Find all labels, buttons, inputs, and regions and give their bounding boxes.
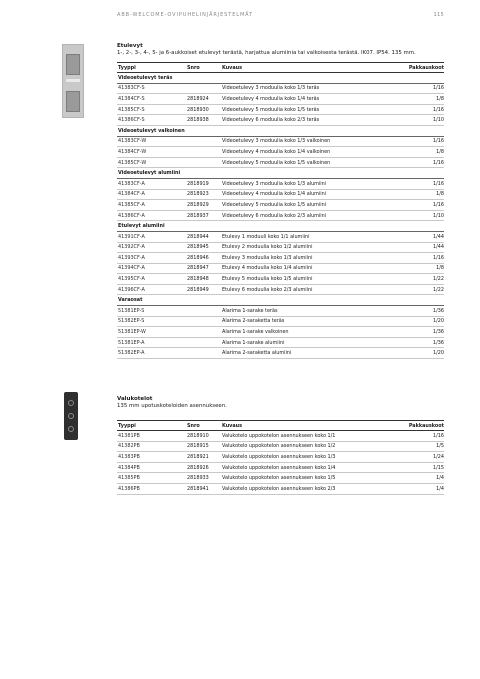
snro-cell: 2818919: [186, 178, 221, 189]
package-cell: 1/4: [381, 473, 444, 484]
package-cell: 1/15: [381, 462, 444, 473]
type-cell: 41383CF-A: [117, 178, 186, 189]
type-cell: 41391CF-A: [117, 231, 186, 242]
section-description: 1-, 2-, 3-, 4-, 5- ja 6-aukkoiset etulevyt terästä, harjattua alumiinia tai valkoisesta terästä. IK07. IP54. 135 mm.: [117, 50, 416, 56]
table-row: [117, 253, 444, 264]
table-row: [117, 210, 444, 221]
package-cell: 1/4: [381, 483, 444, 494]
description-cell: Videoetulevy 3 moduulia koko 1/3 alumiini: [221, 178, 381, 189]
package-cell: 1/16: [381, 178, 444, 189]
snro-cell: 2818944: [186, 231, 221, 242]
section-front-plates: [117, 43, 444, 359]
group-title: Videoetulevyt teräs: [117, 73, 444, 84]
package-cell: 1/8: [381, 189, 444, 200]
table-row: [117, 431, 444, 442]
snro-cell: [186, 83, 221, 94]
section-description: 135 mm upotuskoteloiden asennukseen.: [117, 403, 227, 409]
table-row: [117, 462, 444, 473]
snro-cell: 2818924: [186, 94, 221, 105]
group-header-row: [117, 168, 444, 179]
description-cell: Videoetulevy 4 moduulia koko 1/4 valkoinen: [221, 147, 381, 158]
snro-cell: [186, 147, 221, 158]
description-cell: Valukotelo uppokotelon asennukseen koko 1/2: [221, 441, 381, 452]
snro-cell: 2818949: [186, 284, 221, 295]
table-row: [117, 452, 444, 463]
package-cell: 1/16: [381, 104, 444, 115]
package-cell: 1/20: [381, 316, 444, 327]
package-cell: 1/10: [381, 115, 444, 126]
package-cell: 1/20: [381, 348, 444, 359]
section-title: Etulevyt: [117, 43, 143, 49]
description-cell: Alarima 1-sarake teräs: [221, 306, 381, 317]
description-cell: Etulevy 5 moduulia koko 1/5 alumiini: [221, 274, 381, 285]
table-row: [117, 242, 444, 253]
panel-module-top: [66, 54, 80, 75]
package-cell: 1/16: [381, 253, 444, 264]
package-cell: 1/10: [381, 210, 444, 221]
type-cell: 51382EP-S: [117, 316, 186, 327]
table-row: [117, 284, 444, 295]
door-panel-thumbnail-icon: [62, 44, 84, 118]
box-hole: [68, 400, 74, 406]
package-cell: 1/16: [381, 200, 444, 211]
package-cell: 1/8: [381, 147, 444, 158]
description-cell: Videoetulevy 5 moduulia koko 1/5 alumiini: [221, 200, 381, 211]
description-cell: Valukotelo uppokotelon asennukseen koko 1/5: [221, 473, 381, 484]
group-title: Etulevyt alumiini: [117, 221, 444, 232]
type-cell: 41383PB: [117, 452, 186, 463]
type-cell: 41386PB: [117, 483, 186, 494]
snro-cell: 2818926: [186, 462, 221, 473]
type-cell: 41383CF-W: [117, 136, 186, 147]
type-cell: 41396CF-A: [117, 284, 186, 295]
table-body: [117, 73, 444, 359]
description-cell: Etulevy 2 moduulia koko 1/2 alumiini: [221, 242, 381, 253]
snro-cell: 2818937: [186, 210, 221, 221]
table-row: [117, 83, 444, 94]
section-flush-boxes: [117, 396, 444, 495]
panel-divider: [66, 79, 80, 82]
type-cell: 41386CF-S: [117, 115, 186, 126]
package-cell: 1/36: [381, 337, 444, 348]
package-cell: 1/24: [381, 452, 444, 463]
snro-cell: [186, 157, 221, 168]
group-title: Videoetulevyt alumiini: [117, 168, 444, 179]
snro-cell: [186, 136, 221, 147]
page-header: [117, 12, 444, 22]
table-row: [117, 483, 444, 494]
snro-cell: 2818915: [186, 441, 221, 452]
snro-cell: 2818948: [186, 274, 221, 285]
snro-cell: 2818930: [186, 104, 221, 115]
snro-cell: [186, 316, 221, 327]
package-cell: 1/8: [381, 263, 444, 274]
package-cell: 1/22: [381, 284, 444, 295]
section-title: Valukotelot: [117, 396, 153, 402]
table-row: [117, 147, 444, 158]
description-cell: Videoetulevy 4 moduulia koko 1/4 teräs: [221, 94, 381, 105]
group-header-row: [117, 73, 444, 84]
description-cell: Alarima 1-sarake alumiini: [221, 337, 381, 348]
table-row: [117, 231, 444, 242]
description-cell: Etulevy 3 moduulia koko 1/3 alumiini: [221, 253, 381, 264]
type-cell: 41385PB: [117, 473, 186, 484]
snro-cell: 2818910: [186, 431, 221, 442]
description-cell: Valukotelo uppokotelon asennukseen koko 2/3: [221, 483, 381, 494]
snro-cell: 2818938: [186, 115, 221, 126]
snro-cell: 2818946: [186, 253, 221, 264]
snro-cell: 2818921: [186, 452, 221, 463]
table-row: [117, 274, 444, 285]
description-cell: Videoetulevy 6 moduulia koko 2/3 teräs: [221, 115, 381, 126]
description-cell: Videoetulevy 3 moduulia koko 1/3 valkoinen: [221, 136, 381, 147]
product-table: [117, 420, 444, 495]
type-cell: 41382PB: [117, 441, 186, 452]
type-cell: 41394CF-A: [117, 263, 186, 274]
type-cell: 41385CF-W: [117, 157, 186, 168]
box-hole: [68, 426, 74, 432]
type-cell: 41384CF-A: [117, 189, 186, 200]
column-header-package: Pakkauskoot: [381, 63, 444, 73]
package-cell: 1/36: [381, 306, 444, 317]
type-cell: 41385CF-S: [117, 104, 186, 115]
table-row: [117, 94, 444, 105]
snro-cell: 2818941: [186, 483, 221, 494]
snro-cell: 2818923: [186, 189, 221, 200]
snro-cell: [186, 348, 221, 359]
table-row: [117, 473, 444, 484]
table-row: [117, 200, 444, 211]
type-cell: 41395CF-A: [117, 274, 186, 285]
type-cell: 41381PB: [117, 431, 186, 442]
type-cell: 41384CF-S: [117, 94, 186, 105]
type-cell: 41386CF-A: [117, 210, 186, 221]
type-cell: 41393CF-A: [117, 253, 186, 264]
type-cell: 51382EP-A: [117, 348, 186, 359]
column-header-snro: Snro: [186, 63, 221, 73]
description-cell: Videoetulevy 3 moduulia koko 1/3 teräs: [221, 83, 381, 94]
type-cell: 41384PB: [117, 462, 186, 473]
table-row: [117, 337, 444, 348]
column-header-description: Kuvaus: [221, 63, 381, 73]
table-row: [117, 441, 444, 452]
description-cell: Alarima 1-sarake valkoinen: [221, 327, 381, 338]
page-number: 115: [433, 12, 444, 18]
header-title: ABB-WELCOME-OVIPUHELINJÄRJESTELMÄT: [117, 12, 254, 18]
table-row: [117, 178, 444, 189]
package-cell: 1/16: [381, 136, 444, 147]
description-cell: Etulevy 4 moduulia koko 1/4 alumiini: [221, 263, 381, 274]
package-cell: 1/16: [381, 83, 444, 94]
description-cell: Alarima 2-saraketta teräs: [221, 316, 381, 327]
table-row: [117, 189, 444, 200]
column-header-snro: Snro: [186, 421, 221, 431]
column-header-type: Tyyppi: [117, 63, 186, 73]
type-cell: 51381EP-W: [117, 327, 186, 338]
snro-cell: [186, 327, 221, 338]
group-header-row: [117, 221, 444, 232]
group-title: Videoetulevyt valkoinen: [117, 125, 444, 136]
table-body: [117, 431, 444, 495]
group-header-row: [117, 295, 444, 306]
flush-box-thumbnail-icon: [64, 392, 78, 440]
description-cell: Videoetulevy 5 moduulia koko 1/5 teräs: [221, 104, 381, 115]
type-cell: 41392CF-A: [117, 242, 186, 253]
box-hole: [68, 413, 74, 419]
table-row: [117, 157, 444, 168]
panel-module-bottom: [66, 91, 80, 112]
package-cell: 1/5: [381, 441, 444, 452]
table-row: [117, 348, 444, 359]
description-cell: Valukotelo uppokotelon asennukseen koko 1/3: [221, 452, 381, 463]
package-cell: 1/8: [381, 94, 444, 105]
type-cell: 51381EP-S: [117, 306, 186, 317]
type-cell: 41384CF-W: [117, 147, 186, 158]
description-cell: Valukotelo uppokotelon asennukseen koko 1/4: [221, 462, 381, 473]
product-table: [117, 62, 444, 359]
package-cell: 1/36: [381, 327, 444, 338]
description-cell: Videoetulevy 6 moduulia koko 2/3 alumiini: [221, 210, 381, 221]
group-header-row: [117, 125, 444, 136]
table-row: [117, 104, 444, 115]
table-header-row: [117, 63, 444, 73]
table-row: [117, 115, 444, 126]
column-header-type: Tyyppi: [117, 421, 186, 431]
table-row: [117, 263, 444, 274]
description-cell: Alarima 2-saraketta alumiini: [221, 348, 381, 359]
snro-cell: 2818947: [186, 263, 221, 274]
description-cell: Videoetulevy 4 moduulia koko 1/4 alumiini: [221, 189, 381, 200]
snro-cell: [186, 306, 221, 317]
snro-cell: 2818929: [186, 200, 221, 211]
table-row: [117, 306, 444, 317]
package-cell: 1/16: [381, 157, 444, 168]
package-cell: 1/22: [381, 274, 444, 285]
description-cell: Valukotelo uppokotelon asennukseen koko 1/1: [221, 431, 381, 442]
type-cell: 51381EP-A: [117, 337, 186, 348]
snro-cell: 2818945: [186, 242, 221, 253]
package-cell: 1/44: [381, 242, 444, 253]
type-cell: 41385CF-A: [117, 200, 186, 211]
table-row: [117, 327, 444, 338]
type-cell: 41383CF-S: [117, 83, 186, 94]
snro-cell: [186, 337, 221, 348]
column-header-package: Pakkauskoot: [381, 421, 444, 431]
package-cell: 1/44: [381, 231, 444, 242]
table-row: [117, 316, 444, 327]
snro-cell: 2818933: [186, 473, 221, 484]
table-header-row: [117, 421, 444, 431]
description-cell: Etulevy 1 moduuli koko 1/1 alumiini: [221, 231, 381, 242]
description-cell: Videoetulevy 5 moduulia koko 1/5 valkoinen: [221, 157, 381, 168]
group-title: Varaosat: [117, 295, 444, 306]
table-row: [117, 136, 444, 147]
description-cell: Etulevy 6 moduulia koko 2/3 alumiini: [221, 284, 381, 295]
column-header-description: Kuvaus: [221, 421, 381, 431]
package-cell: 1/16: [381, 431, 444, 442]
